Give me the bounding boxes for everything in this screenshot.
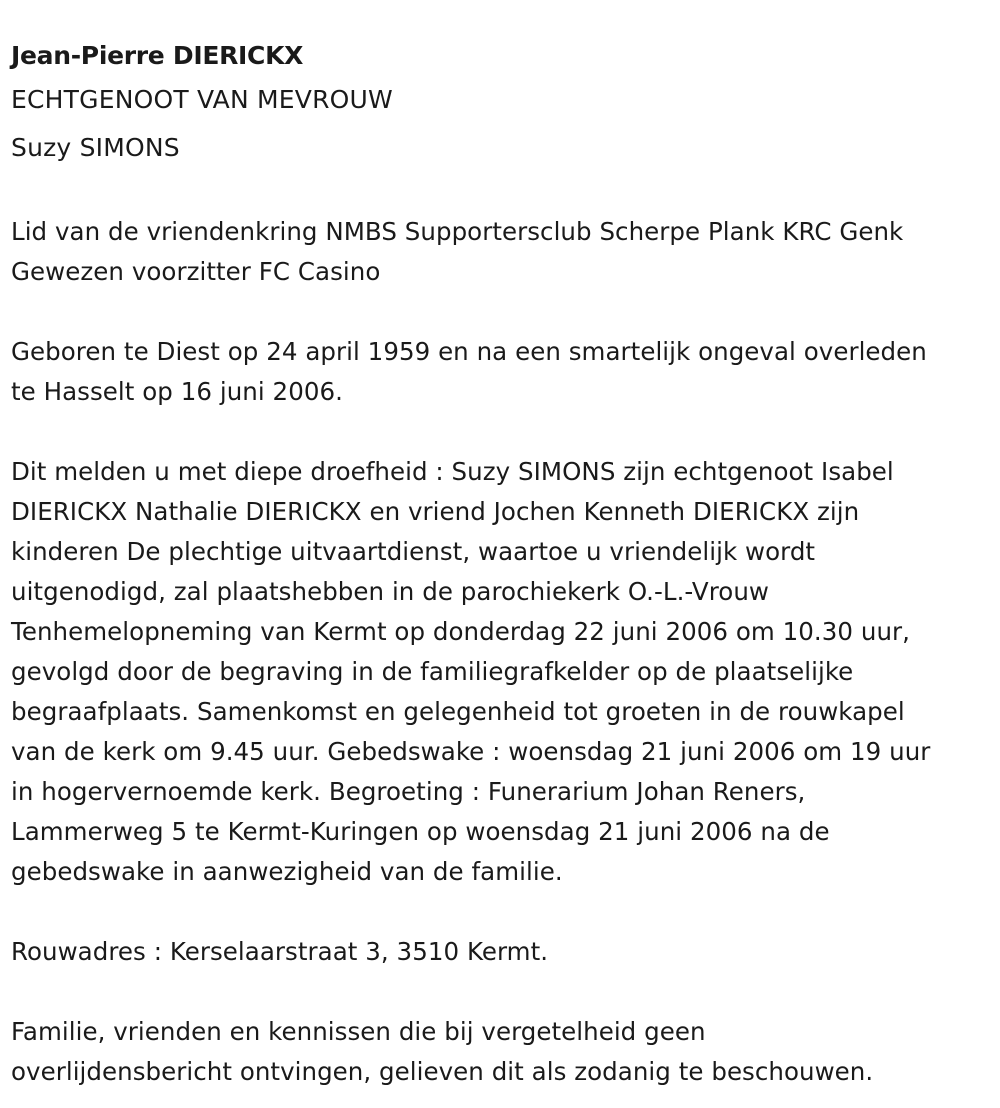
announcement-line: begraafplaats. Samenkomst en gelegenheid tot groeten in de rouwkapel [11,697,905,726]
birth-death-paragraph [11,332,996,412]
announcement-line: Lammerweg 5 te Kermt-Kuringen op woensdag 21 juni 2006 na de [11,817,830,846]
birth-death-line: te Hasselt op 16 juni 2006. [11,377,343,406]
deceased-name: Jean-Pierre DIERICKX [11,41,304,70]
spouse-name: Suzy SIMONS [11,133,180,162]
paragraph-spacer [11,412,996,452]
obituary-document [11,36,996,1092]
announcement-line: van de kerk om 9.45 uur. Gebedswake : woensdag 21 juni 2006 om 19 uur [11,737,931,766]
announcement-line: Dit melden u met diepe droefheid : Suzy SIMONS zijn echtgenoot Isabel [11,457,894,486]
announcement-line: kinderen De plechtige uitvaartdienst, waartoe u vriendelijk wordt [11,537,816,566]
membership-line: Lid van de vriendenkring NMBS Supportersclub Scherpe Plank KRC Genk [11,217,904,246]
announcement-line: in hogervernoemde kerk. Begroeting : Funerarium Johan Reners, [11,777,806,806]
announcement-line: gevolgd door de begraving in de familiegrafkelder op de plaatselijke [11,657,854,686]
spouse-label: ECHTGENOOT VAN MEVROUW [11,85,393,114]
paragraph-spacer [11,972,996,1012]
announcement-line: Tenhemelopneming van Kermt op donderdag 22 juni 2006 om 10.30 uur, [11,617,910,646]
paragraph-spacer [11,292,996,332]
address-paragraph [11,932,996,972]
closing-line: Familie, vrienden en kennissen die bij vergetelheid geen [11,1017,706,1046]
closing-line: overlijdensbericht ontvingen, gelieven dit als zodanig te beschouwen. [11,1057,874,1086]
address-line: Rouwadres : Kerselaarstraat 3, 3510 Kermt. [11,937,549,966]
closing-paragraph [11,1012,996,1092]
membership-paragraph [11,212,996,292]
announcement-line: DIERICKX Nathalie DIERICKX en vriend Jochen Kenneth DIERICKX zijn [11,497,860,526]
announcement-paragraph [11,452,996,892]
membership-line: Gewezen voorzitter FC Casino [11,257,381,286]
paragraph-spacer [11,172,996,212]
birth-death-line: Geboren te Diest op 24 april 1959 en na een smartelijk ongeval overleden [11,337,927,366]
announcement-line: gebedswake in aanwezigheid van de familie. [11,857,563,886]
paragraph-spacer [11,892,996,932]
announcement-line: uitgenodigd, zal plaatshebben in de parochiekerk O.-L.-Vrouw [11,577,769,606]
